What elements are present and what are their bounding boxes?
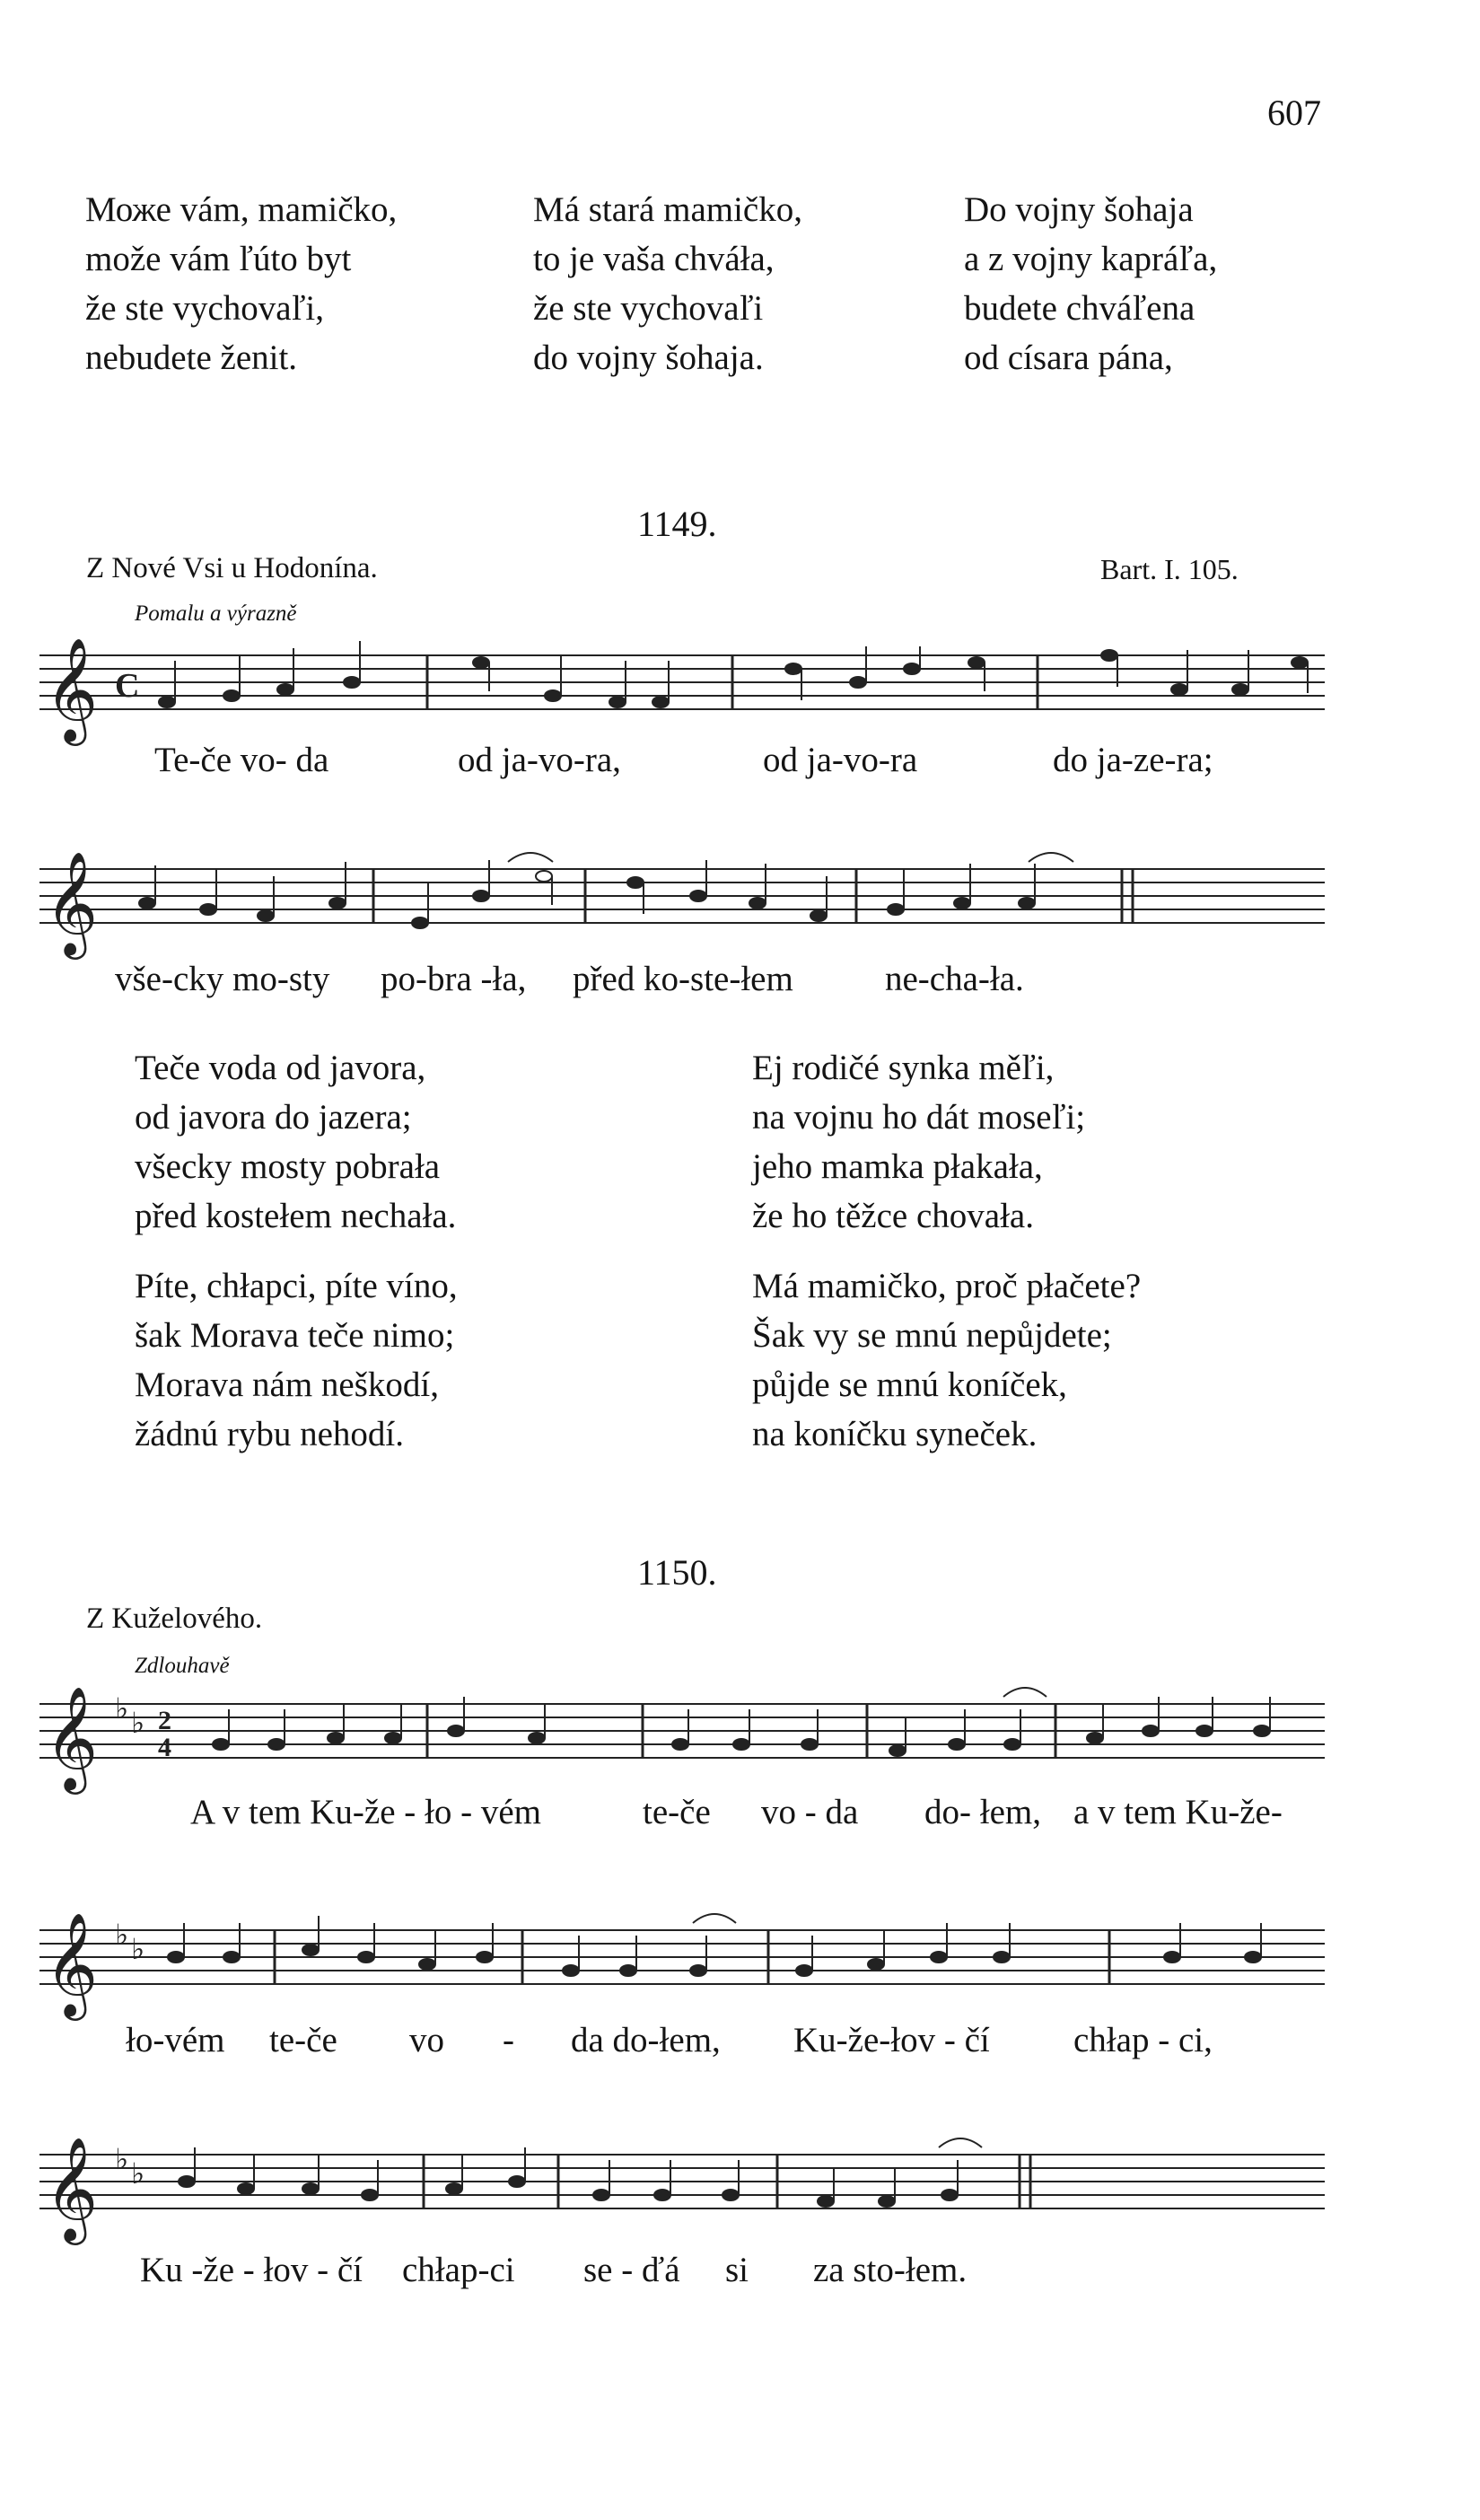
flat-icon: ♭: [115, 2142, 129, 2176]
lyric-line: [0, 959, 1480, 1004]
verse-line: nebudete ženit.: [85, 338, 298, 377]
verse-line: žádnú rybu nehodí.: [135, 1415, 405, 1453]
verse-line: Ej rodičé synka měľi,: [752, 1049, 1055, 1087]
stanza-1149-3: [135, 1261, 458, 1459]
music-staff-1150-3: [32, 2128, 1325, 2262]
lyric-syllables: ne-cha-ła.: [885, 960, 1024, 998]
verse-line: šak Morava teče nimo;: [135, 1316, 455, 1355]
svg-text:𝄞: 𝄞: [45, 637, 99, 742]
flat-icon: ♭: [131, 1932, 145, 1966]
song-source: Bart. I. 105.: [1100, 553, 1239, 585]
time-signature-top: 2: [158, 1706, 171, 1735]
verse-line: na vojnu ho dát moseľi;: [752, 1098, 1086, 1137]
treble-clef-icon: 𝄞: [45, 1685, 99, 1790]
lyric-line: [0, 740, 1480, 785]
verse-line: na koníčku syneček.: [752, 1415, 1038, 1453]
lyric-syllables: da do-łem,: [571, 2021, 721, 2059]
lyric-syllables: od ja-vo-ra,: [458, 741, 621, 779]
common-time-icon: C: [115, 667, 140, 705]
music-staff-1149-2: [32, 842, 1325, 977]
lyric-syllables: Ku-že-łov - čí: [793, 2021, 990, 2059]
treble-clef-icon: 𝄞: [45, 850, 99, 955]
lyric-syllables: ło-vém: [126, 2021, 225, 2059]
verse-line: Morava nám neškodí,: [135, 1365, 440, 1404]
verse-line: Може vám, mamičko,: [85, 190, 398, 229]
verse-line: Má stará mamičko,: [533, 190, 802, 229]
verse-line: do vojny šohaja.: [533, 338, 764, 377]
flat-icon: ♭: [115, 1691, 129, 1725]
stanza-top-1: [85, 185, 397, 382]
verse-line: že ste vychovaľi: [533, 289, 764, 328]
notes: [139, 853, 1073, 928]
stanza-top-3: [964, 185, 1217, 382]
stanza-1149-4: [752, 1261, 1141, 1459]
flat-icon: ♭: [131, 2156, 145, 2191]
verse-line: od javora do jazera;: [135, 1098, 412, 1137]
fermata-icon: [1029, 853, 1073, 862]
lyric-syllables: A v tem Ku-že - ło - vém: [190, 1793, 541, 1831]
lyric-syllables: vše-cky mo-sty: [115, 960, 330, 998]
verse-line: to je vaša chváła,: [533, 240, 775, 278]
verse-line: od císara pána,: [964, 338, 1173, 377]
flat-icon: ♭: [115, 1918, 129, 1952]
verse-line: před kostełem nechała.: [135, 1197, 457, 1235]
verse-line: a z vojny kapráľa,: [964, 240, 1218, 278]
treble-clef-icon: 𝄞: [45, 1911, 99, 2016]
page-number: 607: [1267, 92, 1321, 133]
verse-line: Píte, chłapci, píte víno,: [135, 1267, 458, 1305]
notes: [179, 2138, 982, 2207]
fermata-icon: [693, 1914, 736, 1923]
verse-line: že ho těžce chovała.: [752, 1197, 1034, 1235]
stanza-top-2: [533, 185, 802, 382]
fermata-icon: [939, 2138, 982, 2147]
lyric-syllables: se - ďá: [583, 2251, 680, 2289]
lyric-syllables: si: [725, 2251, 749, 2289]
verse-line: všecky mosty pobrała: [135, 1147, 441, 1186]
notes: [213, 1688, 1270, 1756]
lyric-syllables: Ku -že - łov - čí: [140, 2251, 363, 2289]
music-staff-1150-2: [32, 1903, 1325, 2038]
lyric-syllables: vo - da: [761, 1793, 859, 1831]
treble-clef-icon: 𝄞: [45, 2136, 99, 2241]
flat-icon: ♭: [131, 1706, 145, 1740]
treble-clef-icon: [45, 637, 98, 746]
lyric-syllables: te-če: [643, 1793, 711, 1831]
song-origin: Z Kuželového.: [86, 1602, 263, 1635]
fermata-icon: [508, 853, 553, 862]
lyric-syllables: chłap - ci,: [1073, 2021, 1213, 2059]
lyric-syllables: te-če: [269, 2021, 337, 2059]
song-number: 1149.: [637, 504, 717, 544]
time-signature-bottom: 4: [158, 1733, 171, 1762]
stanza-1149-2: [752, 1043, 1085, 1241]
lyric-syllables: od ja-vo-ra: [763, 741, 918, 779]
lyric-syllables: před ko-ste-łem: [573, 960, 793, 998]
verse-line: Teče voda od javora,: [135, 1049, 426, 1087]
lyric-syllables: a v tem Ku-že-: [1073, 1793, 1283, 1831]
tempo-marking: Zdlouhavě: [135, 1654, 230, 1678]
tempo-marking: Pomalu a výrazně: [135, 601, 297, 626]
lyric-syllables: Te-če vo- da: [154, 741, 329, 779]
lyric-syllables: po-bra -ła,: [381, 960, 527, 998]
song-origin: Z Nové Vsi u Hodonína.: [86, 552, 378, 584]
lyric-line: [0, 2020, 1480, 2065]
verse-line: Šak vy se mnú nepůjdete;: [752, 1316, 1112, 1355]
verse-line: Do vojny šohaja: [964, 190, 1194, 229]
lyric-syllables: vo: [409, 2021, 444, 2059]
lyric-syllables: chłap-ci: [402, 2251, 515, 2289]
lyric-line: [0, 2250, 1480, 2295]
lyric-line: [0, 1792, 1480, 1837]
lyric-syllables: do ja-ze-ra;: [1053, 741, 1213, 779]
lyric-syllables: za sto-łem.: [813, 2251, 968, 2289]
lyric-syllables: do- łem,: [924, 1793, 1041, 1831]
verse-line: že ste vychovaľi,: [85, 289, 324, 328]
verse-line: Má mamičko, proč płačete?: [752, 1267, 1142, 1305]
fermata-icon: [1003, 1688, 1047, 1697]
stanza-1149-1: [135, 1043, 456, 1241]
lyric-syllables: -: [503, 2021, 514, 2059]
verse-line: jeho mamka płakała,: [752, 1147, 1043, 1186]
verse-line: budete chváľena: [964, 289, 1195, 328]
verse-line: može vám ľúto byt: [85, 240, 352, 278]
notes: [168, 1914, 1261, 1976]
song-number: 1150.: [637, 1552, 717, 1593]
verse-line: půjde se mnú koníček,: [752, 1365, 1067, 1404]
